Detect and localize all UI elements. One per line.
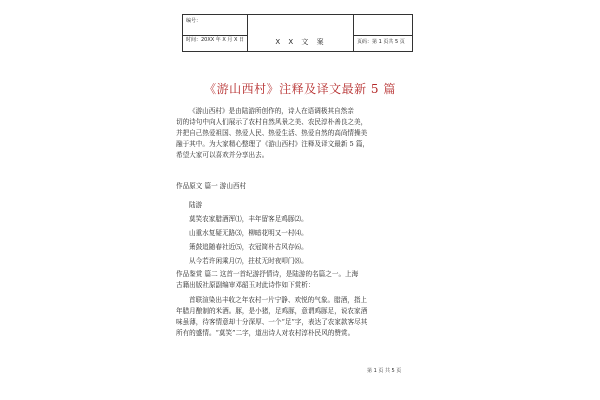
- poem-line: 从今若许闲乘月⑺，拄杖无时夜叩门⑻。: [189, 257, 308, 265]
- number-label: 编号：: [186, 18, 202, 24]
- analysis-line: 味虽薄，待客情意却十分深厚、一个“足”字，表达了农家款客尽其: [176, 318, 368, 326]
- header-right-cell: [354, 15, 412, 51]
- header-table: [182, 14, 413, 52]
- poem-line: 箫鼓追随春社近⑸，衣冠简朴古风存⑹。: [189, 243, 308, 251]
- section1-heading: 作品原文 篇一 游山西村: [176, 182, 247, 190]
- header-divider-right: [354, 35, 412, 36]
- analysis-line: 所有的盛情。“莫笑”二字，道出诗人对农村淳朴民风的赞赏。: [176, 329, 355, 337]
- header-center-cell: [248, 15, 354, 51]
- intro-line: 融于其中。为大家精心整理了《游山西村》注释及译文最新 5 篇，: [176, 140, 370, 148]
- poem-line: 山重水复疑无路⑶，柳暗花明又一村⑷。: [189, 229, 308, 237]
- page-footer: 第 1 页 共 5 页: [367, 368, 402, 374]
- analysis-line: 年腊月酿制的米酒。豚，是小猪，足鸡豚，意谓鸡豚足，说农家酒: [176, 307, 368, 315]
- section2-line: 古籍出版社原副编审邓韶玉对此诗作如下赏析：: [176, 281, 315, 289]
- page-info: 页码：第 1 页共 5 页: [357, 39, 405, 45]
- document-title: 《游山西村》注释及译文最新 5 篇: [204, 82, 396, 96]
- intro-line: 希望大家可以喜欢并分享出去。: [176, 151, 269, 159]
- poem-line: 莫笑农家腊酒浑⑴，丰年留客足鸡豚⑵。: [189, 215, 308, 223]
- section2-paragraph: [176, 269, 416, 291]
- intro-line: 《游山西村》是由陆游所创作的，诗人在语调极其自然亲: [189, 107, 354, 115]
- document-name: X X 文 案: [275, 38, 327, 46]
- intro-line: 并把自己热爱祖国、热爱人民、热爱生活、热爱自然的高尚情操美: [176, 129, 368, 137]
- time-label: 时间：20XX 年 X 月 X 日: [186, 37, 245, 43]
- analysis-line: 首联渲染出丰收之年农村一片宁静、欢悦的气象。腊酒，指上: [189, 296, 368, 304]
- poem-author: 陆游: [189, 201, 203, 209]
- intro-line: 切的诗句中向人们展示了农村自然风景之美、农民淳朴善良之美，: [176, 118, 368, 126]
- analysis-paragraph: [176, 295, 416, 339]
- intro-paragraph: [176, 106, 416, 161]
- header-divider-left: [183, 35, 248, 36]
- header-left-cell: [183, 15, 248, 51]
- section2-line: 作品鉴赏 篇二 这首一首纪游抒情诗，是陆游的名篇之一。上海: [176, 270, 359, 278]
